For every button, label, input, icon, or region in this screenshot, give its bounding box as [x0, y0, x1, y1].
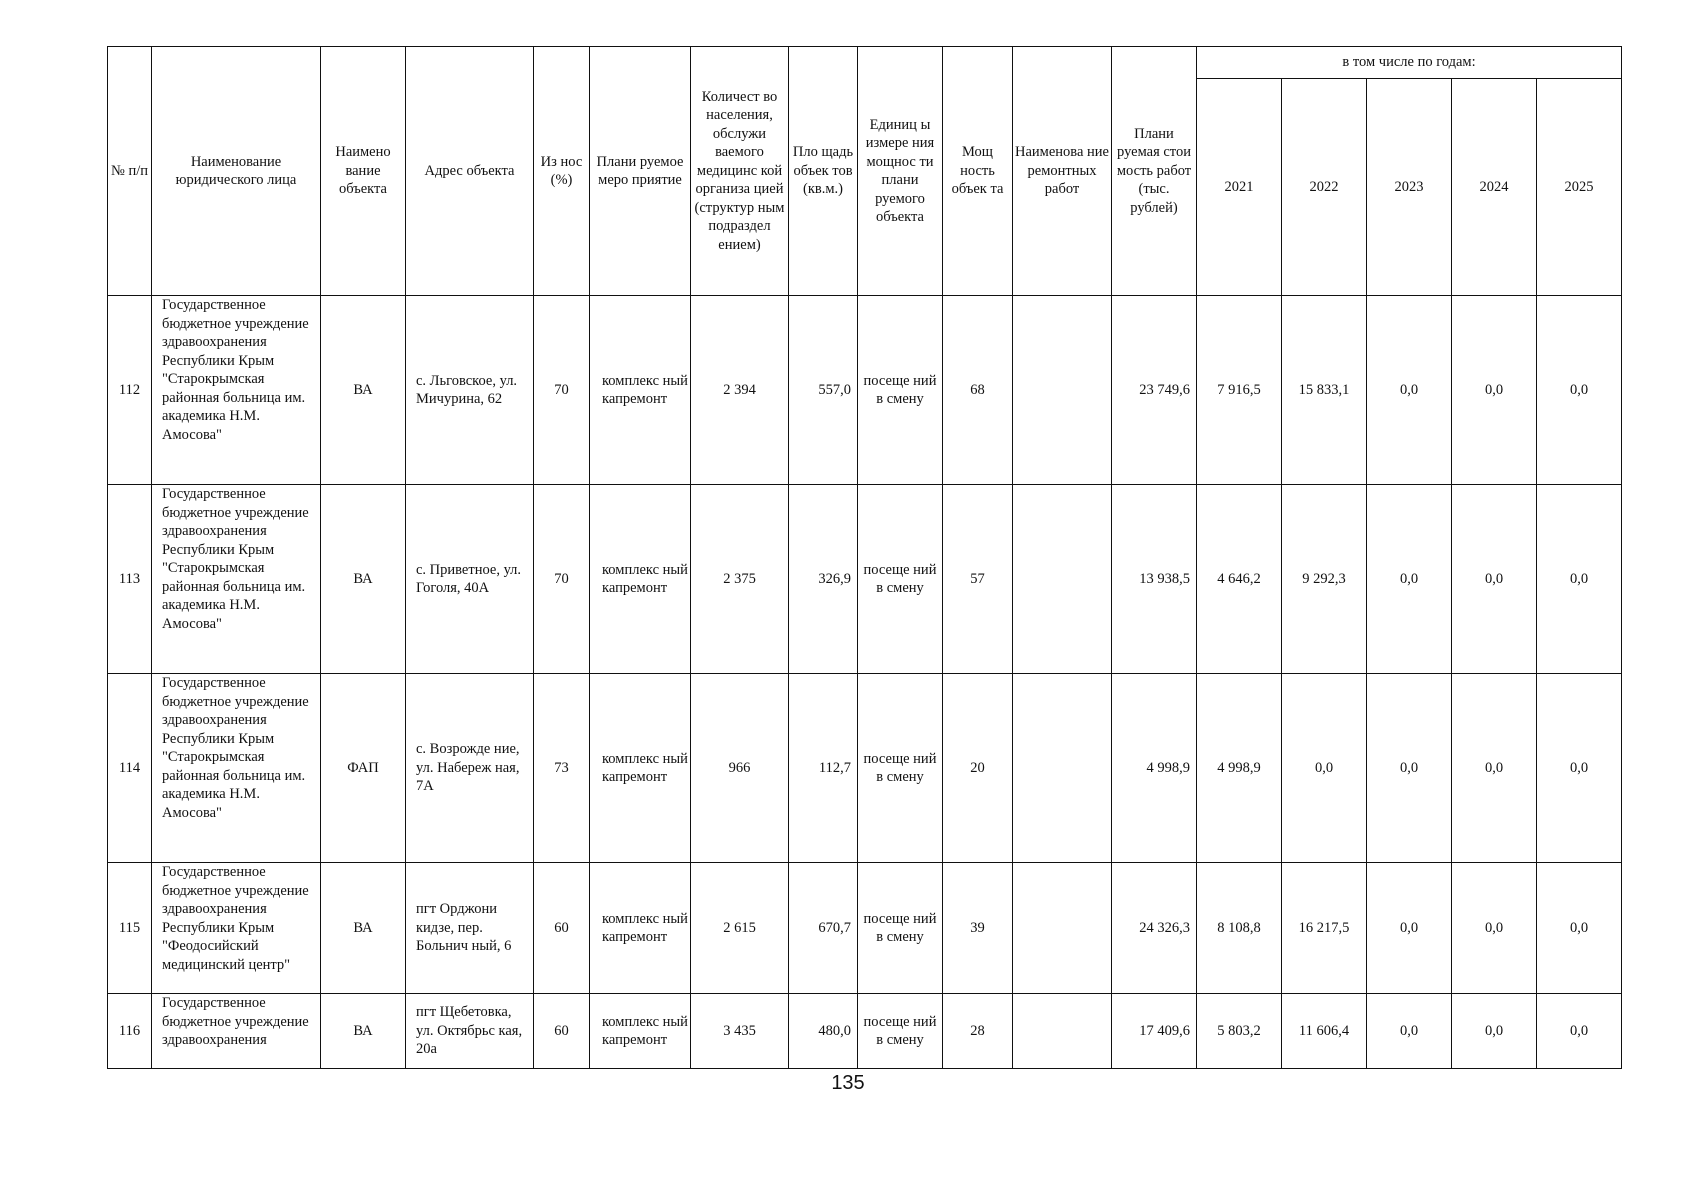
cell-cost: 13 938,5 [1112, 485, 1197, 674]
cell-repair-name [1013, 485, 1112, 674]
cell-address: с. Приветное, ул. Гоголя, 40А [406, 485, 534, 674]
table-row [108, 863, 1622, 994]
header-area: Пло щадь объек тов (кв.м.) [789, 47, 858, 296]
cell-year-value: 0,0 [1537, 485, 1622, 674]
cell-year-value: 15 833,1 [1282, 296, 1367, 485]
cell-num: 113 [108, 485, 152, 674]
cell-unit: посеще ний в смену [858, 674, 943, 863]
cell-num: 114 [108, 674, 152, 863]
cell-year-value: 4 998,9 [1197, 674, 1282, 863]
cell-population: 2 375 [691, 485, 789, 674]
header-year: 2025 [1537, 79, 1622, 296]
header-year: 2021 [1197, 79, 1282, 296]
cell-obj-name: ВА [321, 863, 406, 994]
cell-year-value: 0,0 [1367, 674, 1452, 863]
header-num: № п/п [108, 47, 152, 296]
cell-capacity: 28 [943, 994, 1013, 1069]
cell-year-value: 0,0 [1452, 296, 1537, 485]
page-number: 135 [831, 1072, 865, 1094]
cell-year-value: 0,0 [1452, 994, 1537, 1069]
cell-cost: 24 326,3 [1112, 863, 1197, 994]
cell-year-value: 16 217,5 [1282, 863, 1367, 994]
cell-org: Государственное бюджетное учреждение здравоохранения Республики Крым "Старокрымская районная больница им. академика Н.М. Амосова" [152, 674, 321, 863]
cell-year-value: 0,0 [1537, 863, 1622, 994]
cell-year-value: 0,0 [1537, 674, 1622, 863]
cell-area: 670,7 [789, 863, 858, 994]
cell-repair-name [1013, 863, 1112, 994]
header-address: Адрес объекта [406, 47, 534, 296]
cell-year-value: 0,0 [1367, 994, 1452, 1069]
cell-year-value: 11 606,4 [1282, 994, 1367, 1069]
cell-obj-name: ФАП [321, 674, 406, 863]
table-row [108, 485, 1622, 674]
header-year: 2022 [1282, 79, 1367, 296]
cell-year-value: 5 803,2 [1197, 994, 1282, 1069]
table-row [108, 674, 1622, 863]
cell-area: 112,7 [789, 674, 858, 863]
cell-year-value: 4 646,2 [1197, 485, 1282, 674]
cell-event: комплекс ный капремонт [590, 485, 691, 674]
cell-obj-name: ВА [321, 485, 406, 674]
table-row [108, 994, 1622, 1069]
cell-num: 112 [108, 296, 152, 485]
cell-year-value: 0,0 [1537, 296, 1622, 485]
cell-area: 326,9 [789, 485, 858, 674]
cell-population: 2 615 [691, 863, 789, 994]
cell-repair-name [1013, 296, 1112, 485]
cell-year-value: 0,0 [1282, 674, 1367, 863]
cell-event: комплекс ный капремонт [590, 296, 691, 485]
cell-repair-name [1013, 674, 1112, 863]
cell-address: пгт Щебетовка, ул. Октябрьс кая, 20а [406, 994, 534, 1069]
header-cost: Плани руемая стои мость работ (тыс. рублей) [1112, 47, 1197, 296]
cell-num: 115 [108, 863, 152, 994]
cell-unit: посеще ний в смену [858, 296, 943, 485]
cell-population: 966 [691, 674, 789, 863]
cell-year-value: 0,0 [1452, 863, 1537, 994]
cell-org: Государственное бюджетное учреждение здравоохранения [152, 994, 321, 1069]
header-event: Плани руемое меро приятие [590, 47, 691, 296]
cell-event: комплекс ный капремонт [590, 863, 691, 994]
cell-year-value: 7 916,5 [1197, 296, 1282, 485]
cell-area: 480,0 [789, 994, 858, 1069]
cell-area: 557,0 [789, 296, 858, 485]
cell-event: комплекс ный капремонт [590, 674, 691, 863]
cell-repair-name [1013, 994, 1112, 1069]
header-obj-name: Наимено вание объекта [321, 47, 406, 296]
cell-cost: 23 749,6 [1112, 296, 1197, 485]
cell-population: 3 435 [691, 994, 789, 1069]
header-capacity: Мощ ность объек та [943, 47, 1013, 296]
cell-year-value: 0,0 [1367, 485, 1452, 674]
cell-obj-name: ВА [321, 296, 406, 485]
cell-org: Государственное бюджетное учреждение здравоохранения Республики Крым "Старокрымская районная больница им. академика Н.М. Амосова" [152, 485, 321, 674]
cell-num: 116 [108, 994, 152, 1069]
cell-capacity: 20 [943, 674, 1013, 863]
cell-wear: 60 [534, 863, 590, 994]
cell-wear: 73 [534, 674, 590, 863]
cell-year-value: 0,0 [1537, 994, 1622, 1069]
cell-cost: 17 409,6 [1112, 994, 1197, 1069]
header-year: 2024 [1452, 79, 1537, 296]
cell-address: с. Льговское, ул. Мичурина, 62 [406, 296, 534, 485]
cell-capacity: 57 [943, 485, 1013, 674]
cell-wear: 70 [534, 485, 590, 674]
header-years-group: в том числе по годам: [1197, 47, 1622, 79]
cell-obj-name: ВА [321, 994, 406, 1069]
cell-population: 2 394 [691, 296, 789, 485]
cell-event: комплекс ный капремонт [590, 994, 691, 1069]
cell-wear: 60 [534, 994, 590, 1069]
cell-unit: посеще ний в смену [858, 863, 943, 994]
cell-org: Государственное бюджетное учреждение здравоохранения Республики Крым "Старокрымская районная больница им. академика Н.М. Амосова" [152, 296, 321, 485]
cell-wear: 70 [534, 296, 590, 485]
cell-year-value: 0,0 [1367, 296, 1452, 485]
header-row-top [108, 47, 1622, 79]
header-population: Количест во населения, обслужи ваемого медицинс кой организа цией (структур ным подраздел ением) [691, 47, 789, 296]
header-wear: Из нос (%) [534, 47, 590, 296]
table-row [108, 296, 1622, 485]
cell-address: пгт Орджони кидзе, пер. Больнич ный, 6 [406, 863, 534, 994]
cell-capacity: 39 [943, 863, 1013, 994]
cell-year-value: 9 292,3 [1282, 485, 1367, 674]
cell-address: с. Возрожде ние, ул. Набереж ная, 7А [406, 674, 534, 863]
cell-org: Государственное бюджетное учреждение здравоохранения Республики Крым "Феодосийский медицинский центр" [152, 863, 321, 994]
cell-year-value: 0,0 [1367, 863, 1452, 994]
header-org: Наименование юридического лица [152, 47, 321, 296]
cell-unit: посеще ний в смену [858, 485, 943, 674]
header-unit: Единиц ы измере ния мощнос ти плани руемого объекта [858, 47, 943, 296]
cell-year-value: 0,0 [1452, 674, 1537, 863]
cell-year-value: 8 108,8 [1197, 863, 1282, 994]
header-year: 2023 [1367, 79, 1452, 296]
cell-cost: 4 998,9 [1112, 674, 1197, 863]
cell-unit: посеще ний в смену [858, 994, 943, 1069]
investment-table [107, 46, 1622, 1069]
header-repair-name: Наименова ние ремонтных работ [1013, 47, 1112, 296]
cell-capacity: 68 [943, 296, 1013, 485]
cell-year-value: 0,0 [1452, 485, 1537, 674]
